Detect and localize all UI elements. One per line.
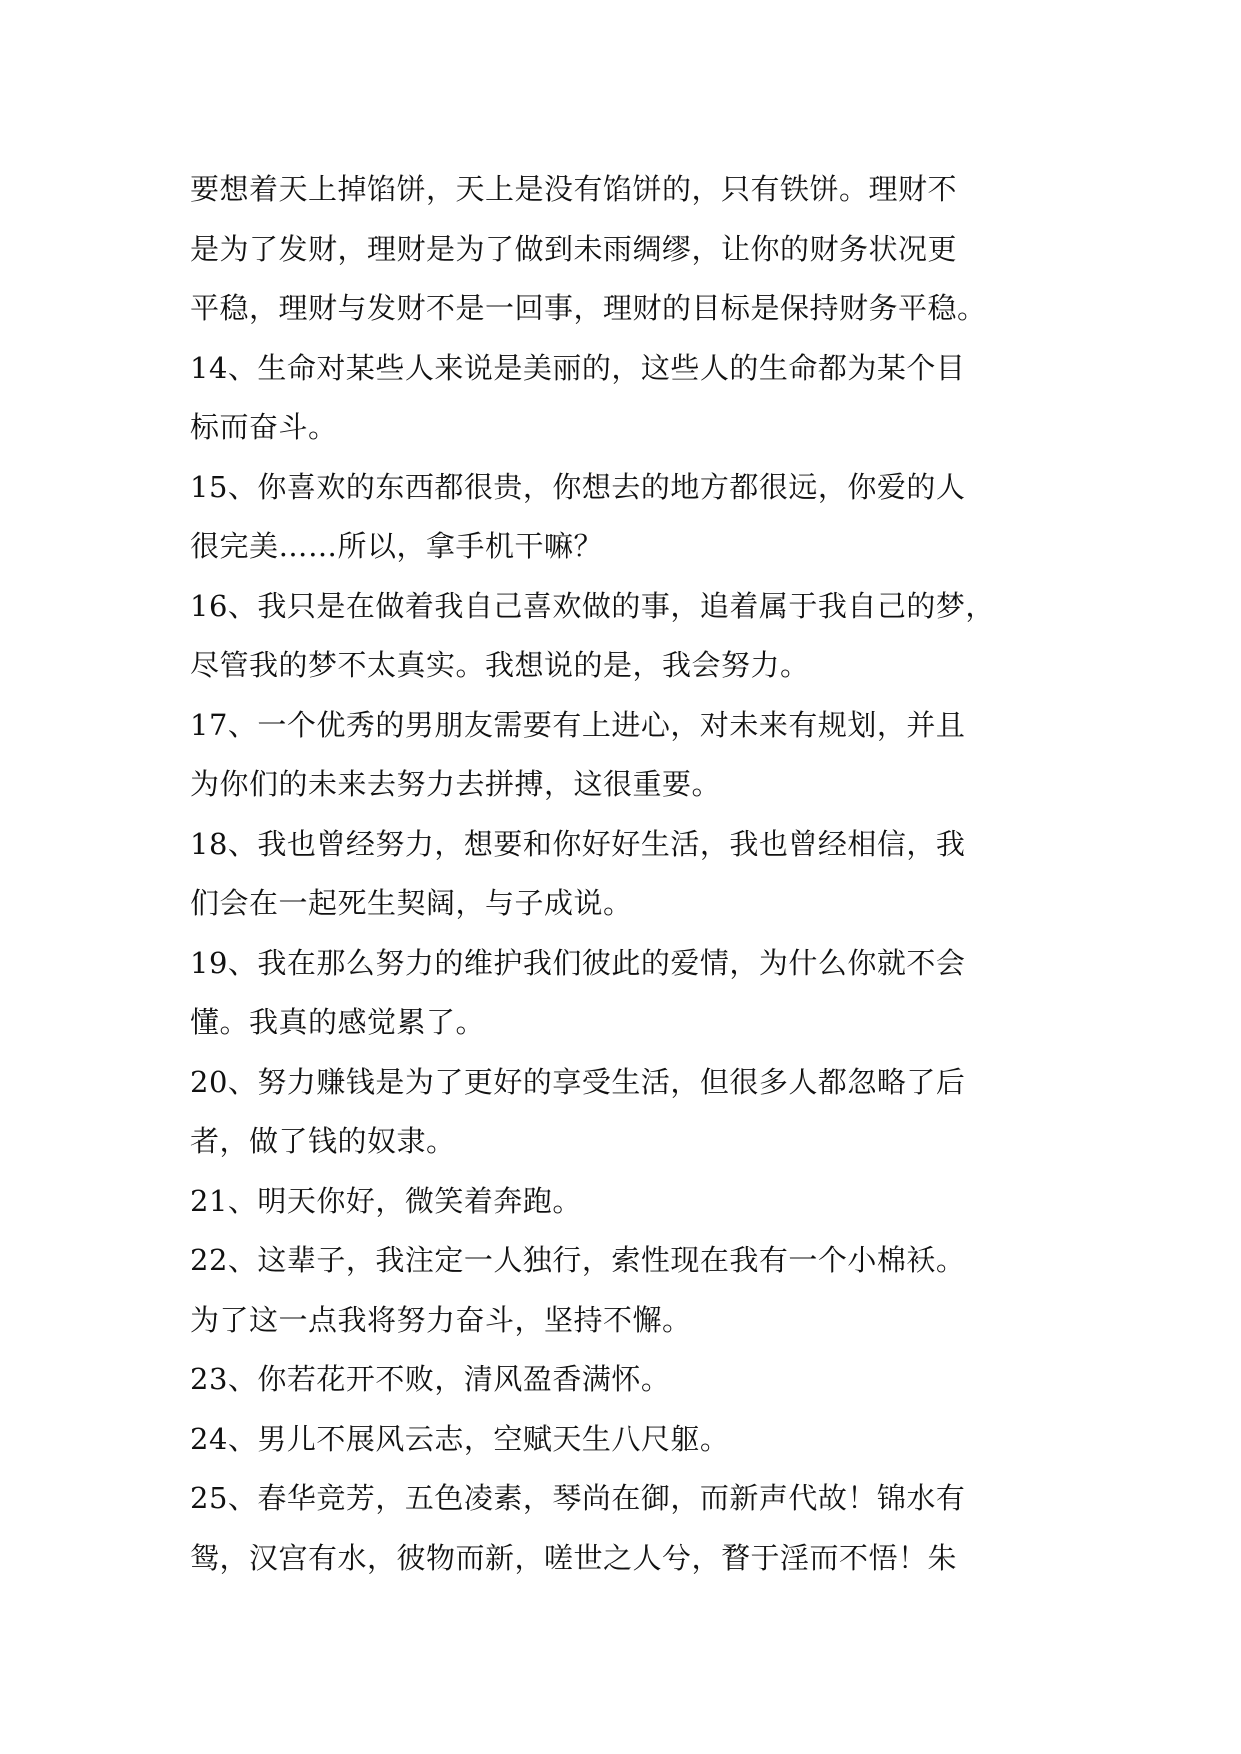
text-line: 很完美……所以，拿手机干嘛？ (190, 529, 604, 563)
text-line: 15、你喜欢的东西都很贵，你想去的地方都很远，你爱的人 (190, 469, 966, 504)
text-line: 14、生命对某些人来说是美丽的，这些人的生命都为某个目 (190, 350, 966, 385)
text-line: 标而奋斗。 (190, 410, 338, 444)
text-line: 要想着天上掉馅饼，天上是没有馅饼的，只有铁饼。理财不 (190, 172, 958, 206)
text-line: 为你们的未来去努力去拼搏，这很重要。 (190, 767, 722, 801)
text-line: 懂。我真的感觉累了。 (190, 1005, 486, 1039)
text-line: 21、明天你好，微笑着奔跑。 (190, 1183, 582, 1218)
text-line: 18、我也曾经努力，想要和你好好生活，我也曾经相信，我 (190, 826, 966, 861)
text-line: 为了这一点我将努力奋斗，坚持不懈。 (190, 1302, 692, 1337)
text-line: 17、一个优秀的男朋友需要有上进心，对未来有规划，并且 (190, 707, 966, 742)
body-text (190, 160, 1070, 1588)
text-line: 24、男儿不展风云志，空赋天生八尺躯。 (190, 1421, 730, 1456)
text-line: 25、春华竞芳，五色凌素，琴尚在御，而新声代故！锦水有 (190, 1481, 966, 1515)
text-line: 者，做了钱的奴隶。 (190, 1124, 456, 1158)
text-line: 22、这辈子，我注定一人独行，索性现在我有一个小棉袄。 (190, 1243, 966, 1277)
text-line: 19、我在那么努力的维护我们彼此的爱情，为什么你就不会 (190, 945, 966, 980)
text-line: 鸳，汉宫有水，彼物而新，嗟世之人兮，瞀于淫而不悟！朱 (190, 1540, 958, 1575)
text-line: 23、你若花开不败，清风盈香满怀。 (190, 1362, 671, 1396)
text-line: 平稳，理财与发财不是一回事，理财的目标是保持财务平稳。 (190, 291, 987, 325)
text-line: 16、我只是在做着我自己喜欢做的事，追着属于我自己的梦， (190, 588, 995, 623)
text-line: 是为了发财，理财是为了做到未雨绸缪，让你的财务状况更 (190, 231, 958, 266)
text-line: 尽管我的梦不太真实。我想说的是，我会努力。 (190, 648, 810, 682)
text-line: 们会在一起死生契阔，与子成说。 (190, 886, 633, 920)
text-line: 20、努力赚钱是为了更好的享受生活，但很多人都忽略了后 (190, 1064, 966, 1099)
